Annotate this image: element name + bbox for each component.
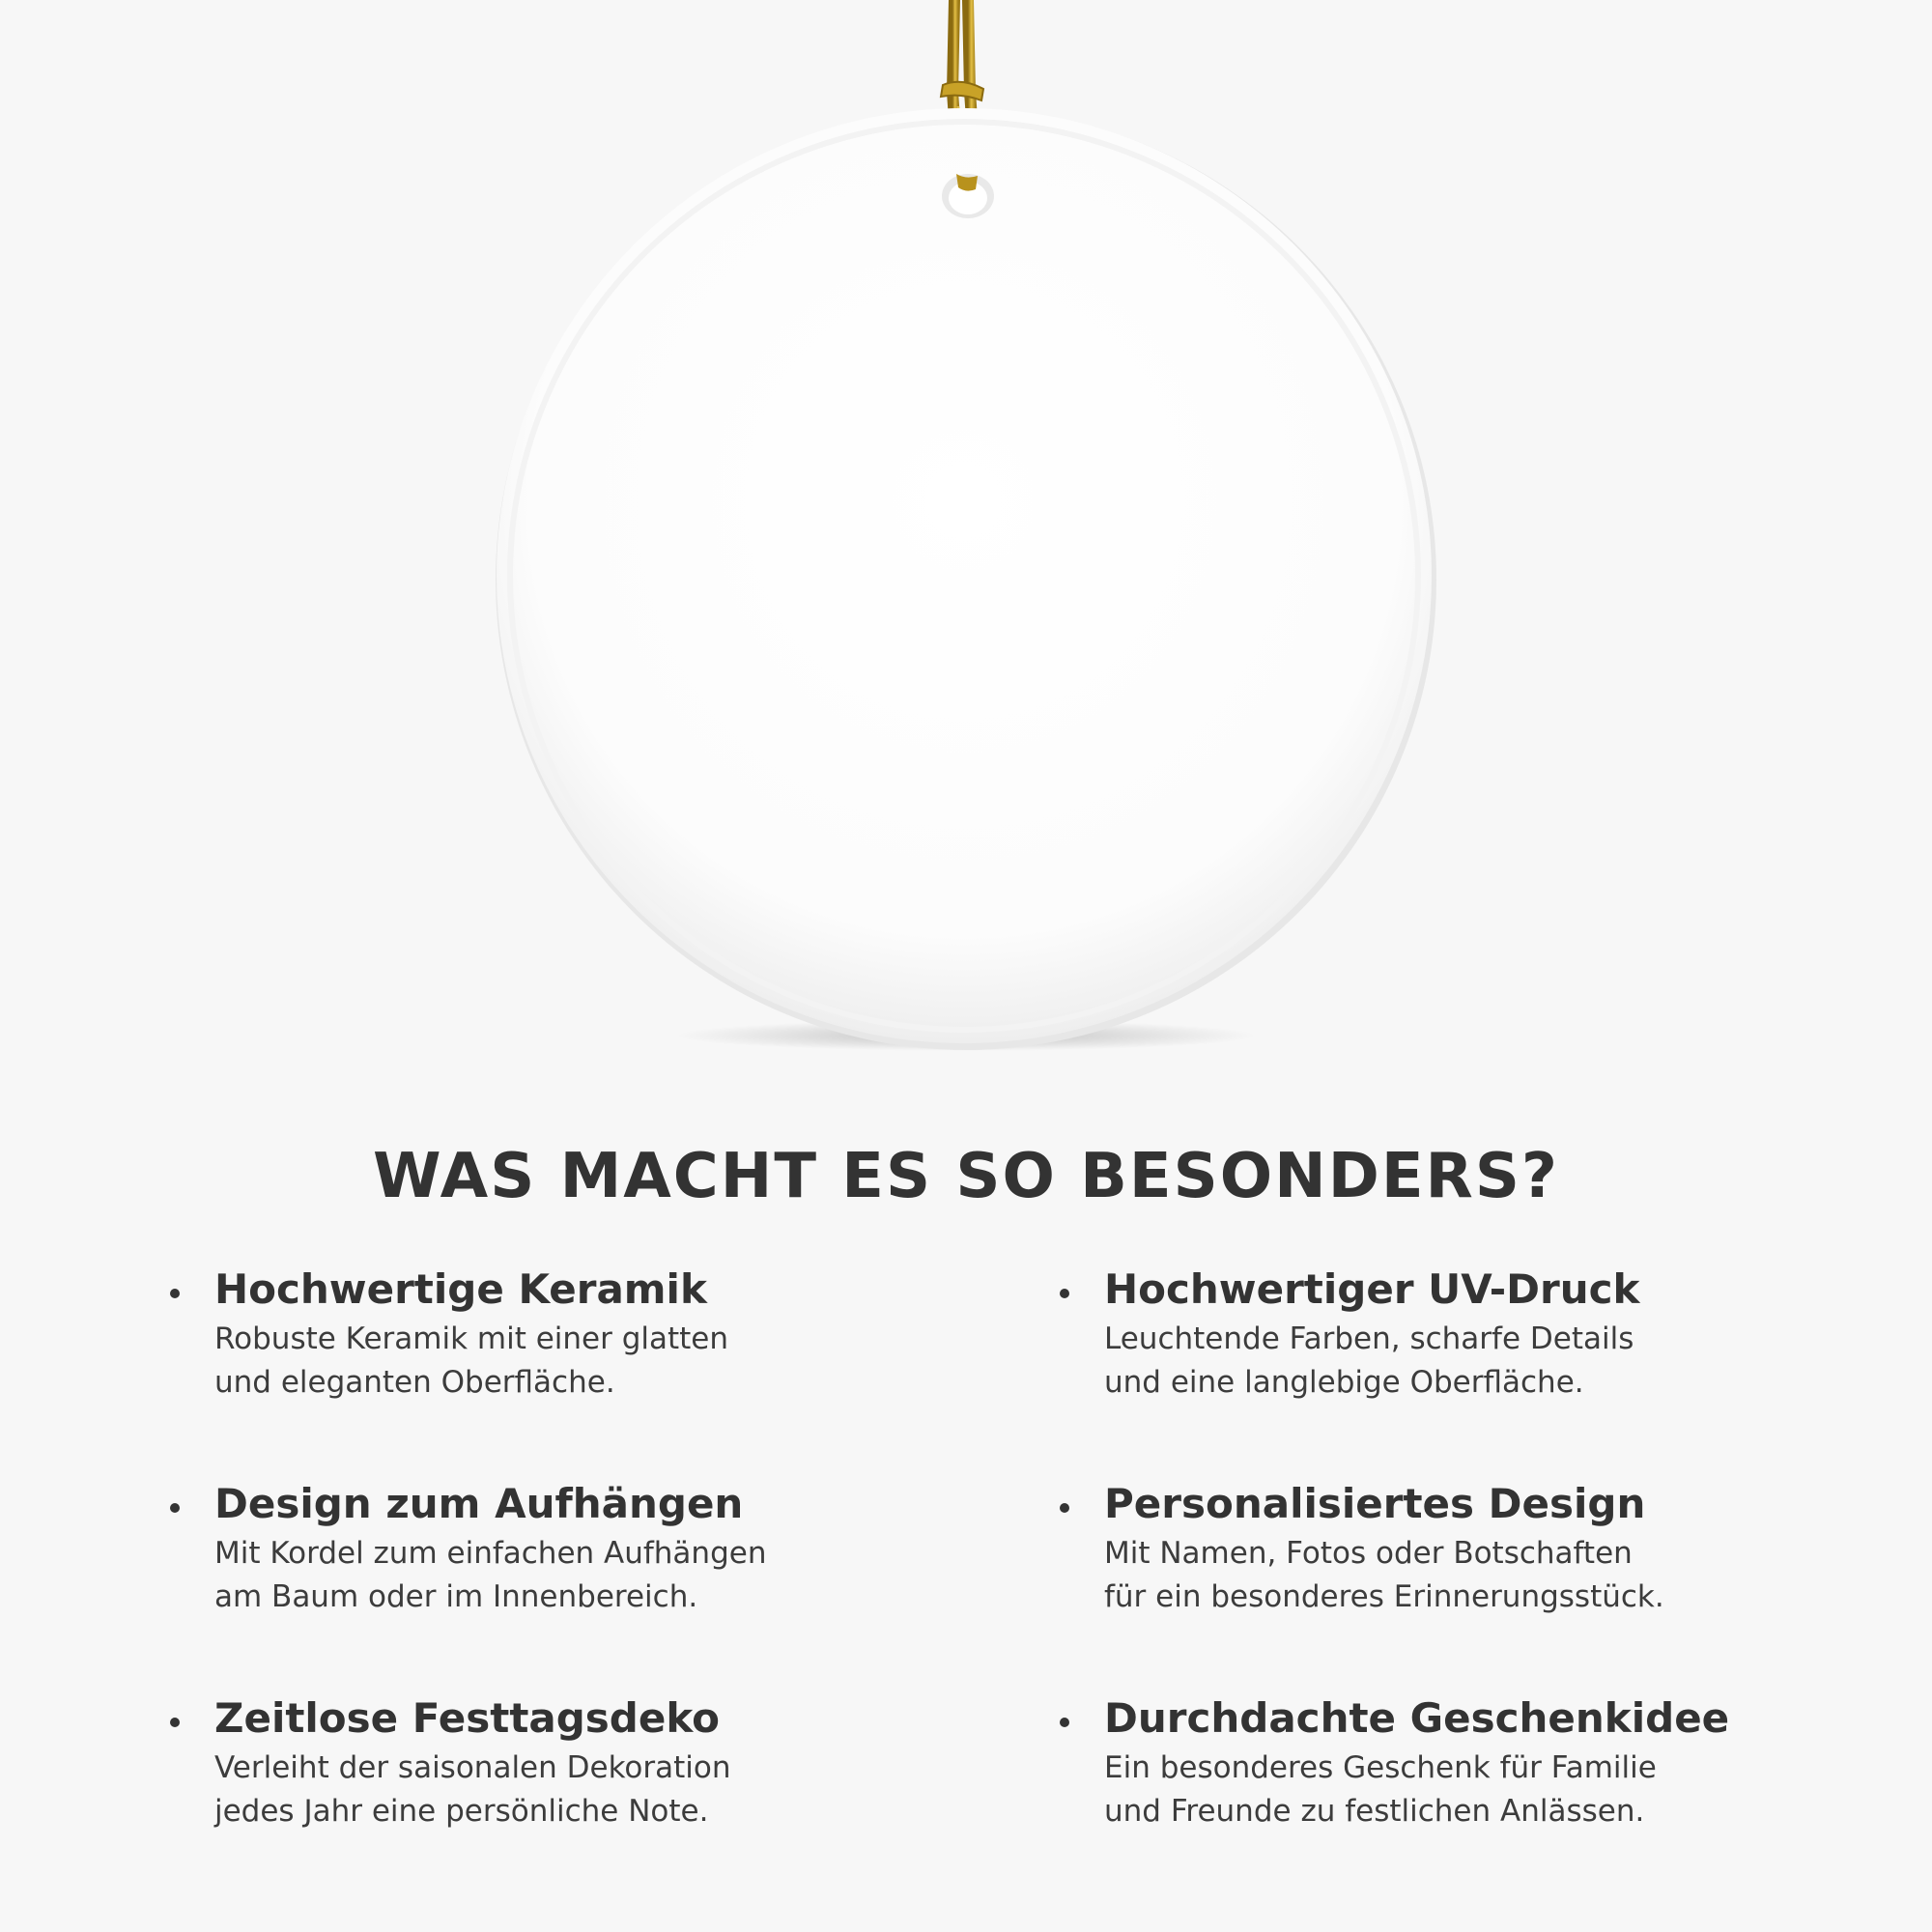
feature-description-line: Leuchtende Farben, scharfe Details — [1104, 1321, 1634, 1356]
feature-gift-idea — [1104, 1692, 1819, 1833]
feature-description-line: Robuste Keramik mit einer glatten — [214, 1321, 729, 1356]
bullet-icon — [170, 1718, 180, 1727]
feature-description-line: für ein besonderes Erinnerungsstück. — [1104, 1579, 1664, 1614]
feature-description-line: und eleganten Oberfläche. — [214, 1365, 615, 1400]
feature-description-line: jedes Jahr eine persönliche Note. — [214, 1794, 709, 1829]
feature-title: Durchdachte Geschenkidee — [1104, 1694, 1730, 1742]
feature-timeless-decoration — [214, 1692, 929, 1833]
bullet-icon — [170, 1289, 180, 1298]
feature-description-line: und Freunde zu festlichen Anlässen. — [1104, 1794, 1645, 1829]
feature-description — [1104, 1532, 1780, 1619]
feature-description-line: Verleiht der saisonalen Dekoration — [214, 1750, 731, 1785]
bullet-icon — [1060, 1503, 1069, 1513]
feature-description-line: und eine langlebige Oberfläche. — [1104, 1365, 1584, 1400]
ornament-disc — [497, 108, 1432, 1043]
feature-title: Hochwertige Keramik — [214, 1265, 707, 1313]
feature-description-line: Ein besonderes Geschenk für Familie — [1104, 1750, 1657, 1785]
feature-title: Design zum Aufhängen — [214, 1480, 744, 1527]
feature-title: Personalisiertes Design — [1104, 1480, 1646, 1527]
feature-description-line: Mit Namen, Fotos oder Botschaften — [1104, 1536, 1633, 1571]
feature-description — [214, 1532, 891, 1619]
feature-description — [214, 1747, 891, 1833]
feature-description-line: Mit Kordel zum einfachen Aufhängen — [214, 1536, 767, 1571]
feature-personalized-design — [1104, 1478, 1819, 1619]
feature-title: Zeitlose Festtagsdeko — [214, 1694, 721, 1742]
feature-title: Hochwertiger UV-Druck — [1104, 1265, 1640, 1313]
section-headline: WAS MACHT ES SO BESONDERS? — [372, 1141, 1560, 1212]
feature-description — [214, 1318, 891, 1405]
bullet-icon — [1060, 1718, 1069, 1727]
feature-uv-print — [1104, 1264, 1819, 1405]
bullet-icon — [170, 1503, 180, 1513]
feature-description-line: am Baum oder im Innenbereich. — [214, 1579, 698, 1614]
feature-high-quality-ceramic — [214, 1264, 929, 1405]
bullet-icon — [1060, 1289, 1069, 1298]
feature-description — [1104, 1747, 1780, 1833]
feature-description — [1104, 1318, 1780, 1405]
feature-hanging-design — [214, 1478, 929, 1619]
